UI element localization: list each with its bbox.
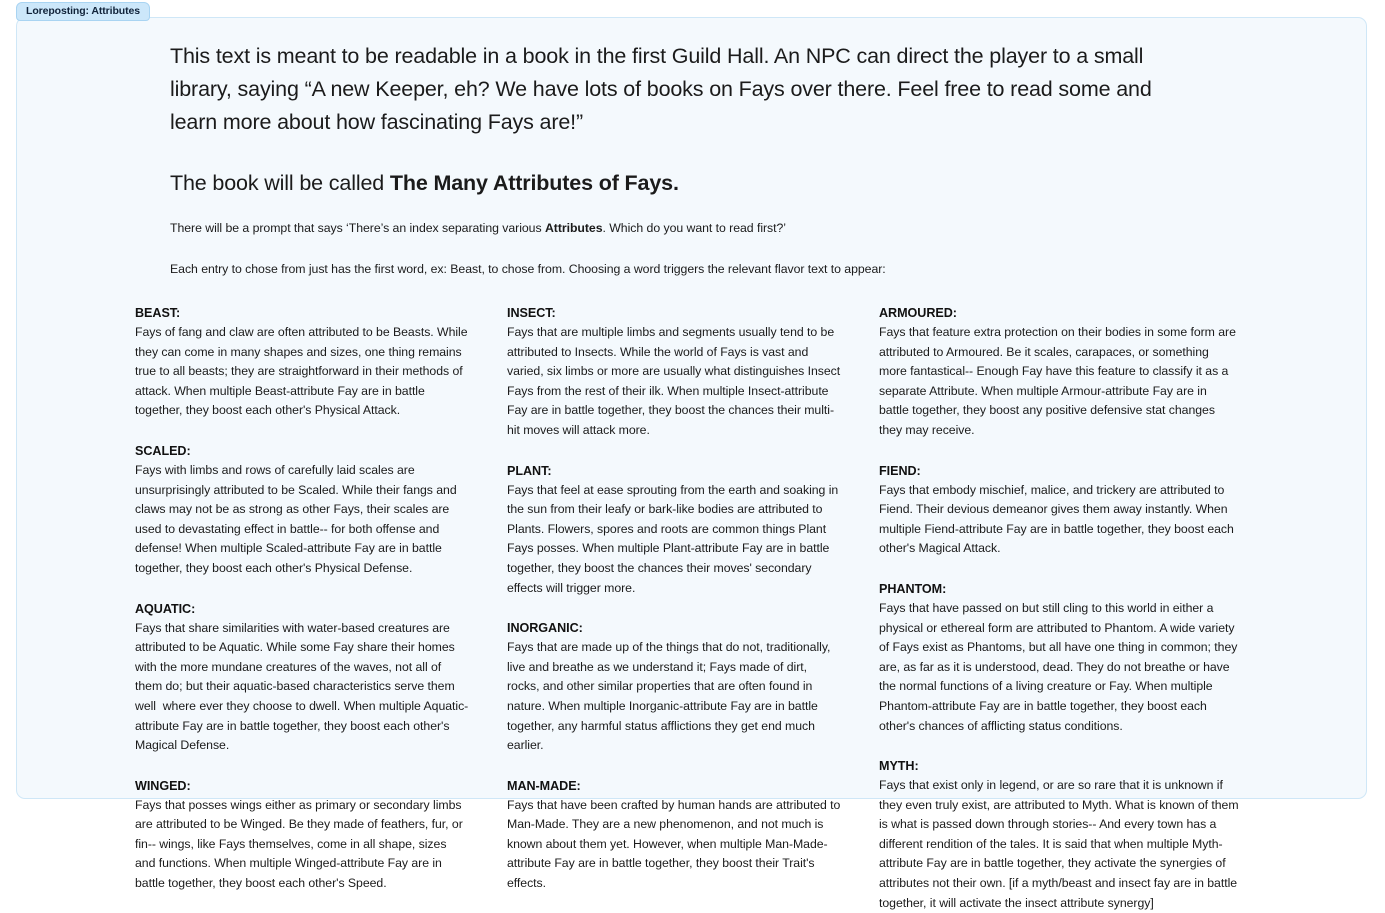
attribute-entry [879,462,1239,559]
attribute-entry [135,304,469,421]
attribute-entry [507,304,844,441]
attribute-body: Fays with limbs and rows of carefully laid scales are unsurprisingly attributed to be Scaled. While their fangs and claws may not be as strong as other Fays, their scales are used to devastating effect in battle-- for both offense and defense! When multiple Scaled-attribute Fay are in battle together, they boost each other's Physical Defense. [135,462,461,575]
attribute-body: Fays that have been crafted by human hands are attributed to Man-Made. They are a new phenomenon, and not much is known about them yet. However, when multiple Man-Made-attribute Fay are in battle together, they boost their Trait's effects. [507,797,844,891]
howto-line: Each entry to chose from just has the first word, ex: Beast, to chose from. Choosing a word triggers the relevant flavor text to appear: [170,262,886,276]
attribute-entry [135,600,469,756]
intro-section [45,40,1338,278]
attributes-column-1 [135,304,469,894]
attribute-term: MAN-MADE: [507,778,581,793]
attribute-term: AQUATIC: [135,601,196,616]
prompt-bold-attributes: Attributes [544,221,603,235]
attribute-body: Fays that exist only in legend, or are so rare that it is unknown if they even truly exist, are attributed to Myth. What is known of them is what is passed down through stories-- And every town has a different rendition of the tales. It is said that when multiple Myth-attribute Fay are in battle together, they activate the synergies of attributes not their own. [if a myth/beast and insect fay are in battle together, it will activate the insect attribute synergy] [879,778,1242,910]
intro-paragraph: This text is meant to be readable in a book in the first Guild Hall. An NPC can direct the player to a small library, saying “A new Keeper, eh? We have lots of books on Fays over there. Feel free to read some and learn more about how fascinating Fays are!” [170,44,1152,134]
attribute-entry [135,442,469,579]
attribute-body: Fays that embody mischief, malice, and trickery are attributed to Fiend. Their devious demeanor gives them away instantly. When multiple Fiend-attribute Fay are in battle together, they boost each other's Magical Attack. [879,482,1238,556]
attribute-entry [879,580,1239,736]
lore-document-card [16,17,1367,910]
attribute-body: Fays that share similarities with water-based creatures are attributed to be Aquatic. While some Fay share their homes with the more mundane creatures of the waves, not all of them do; but their aquatic-based characteristics serve them well where ever they choose to dwell. When multiple Aquatic-attribute Fay are in battle together, they boost each other's Magical Defense. [135,620,469,753]
attribute-term: ARMOURED: [879,306,957,320]
attribute-entry [507,462,841,599]
attribute-term: FIEND: [879,463,921,478]
attribute-term: MYTH: [879,759,919,774]
attribute-term: WINGED: [135,778,191,793]
attributes-column-3 [879,304,1242,913]
attribute-entry [879,304,1239,441]
attribute-entry [135,777,469,894]
prompt-suffix: . Which do you want to read first?’ [602,221,786,235]
tab-label: Loreposting: Attributes [26,5,140,17]
attribute-term: INSECT: [507,306,556,320]
attribute-entry [879,757,1242,913]
attribute-term: SCALED: [135,443,191,458]
attribute-entry [507,619,841,756]
prompt-prefix: There will be a prompt that says ‘There’s an index separating various [170,221,545,235]
book-title-line [170,168,1152,198]
book-title-prefix: The book will be called [170,171,390,195]
attribute-body: Fays that are made up of the things that do not, traditionally, live and breathe as we understand it; Fays made of dirt, rocks, and other similar properties that are often found in nature. When multiple Inorganic-attribute Fay are in battle together, any harmful status afflictions they get end much earlier. [507,640,834,753]
attribute-body: Fays that posses wings either as primary or secondary limbs are attributed to be Winged. Be they made of feathers, fur, or fin-- wings, like Fays themselves, come in all shape, sizes and functions. When multiple Winged-attribute Fay are in battle together, they boost each other's Speed. [135,797,467,891]
attribute-term: PHANTOM: [879,581,947,596]
attribute-body: Fays of fang and claw are often attributed to be Beasts. While they can come in many shapes and sizes, one thing remains true to all beasts; they are straightforward in their methods of attack. When multiple Beast-attribute Fay are in battle together, they boost each other's Physical Attack. [135,325,471,418]
attribute-term: BEAST: [135,306,181,320]
attributes-columns [45,304,1338,913]
attribute-body: Fays that are multiple limbs and segments usually tend to be attributed to Insects. While the world of Fays is vast and varied, six limbs or more are usually what distinguishes Insect Fays from the rest of their ilk. When multiple Insect-attribute Fay are in battle together, they boost the chances their multi-hit moves will attack more. [507,325,844,437]
attribute-body: Fays that feel at ease sprouting from the earth and soaking in the sun from their leafy or bark-like bodies are attributed to Plants. Flowers, spores and roots are common things Plant Fays posses. When multiple Plant-attribute Fay are in battle together, they boost the chances their moves' secondary effects will trigger more. [507,482,842,595]
tab-loreposting-attributes[interactable] [16,2,150,21]
attribute-term: INORGANIC: [507,621,583,636]
book-title: The Many Attributes of Fays. [389,171,679,195]
attribute-entry [507,777,844,894]
attribute-body: Fays that have passed on but still cling to this world in either a physical or ethereal form are attributed to Phantom. A wide variety of Fays exist as Phantoms, but all have one thing in common; they are, as far as it is understood, dead. They do not breathe or have the normal functions of a living creature or Fay. When multiple Phantom-attribute Fay are in battle together, they boost each other's chances of afflicting status conditions. [879,600,1241,733]
prompt-line [170,220,1152,237]
attributes-column-2 [507,304,844,894]
attribute-body: Fays that feature extra protection on their bodies in some form are attributed to Armoured. Be it scales, carapaces, or something more fantastical-- Enough Fay have this feature to classify it as a separate Attribute. When multiple Armour-attribute Fay are in battle together, they boost any positive defensive stat changes they may receive. [879,325,1240,437]
attribute-term: PLANT: [507,463,552,478]
card-content [17,18,1366,913]
